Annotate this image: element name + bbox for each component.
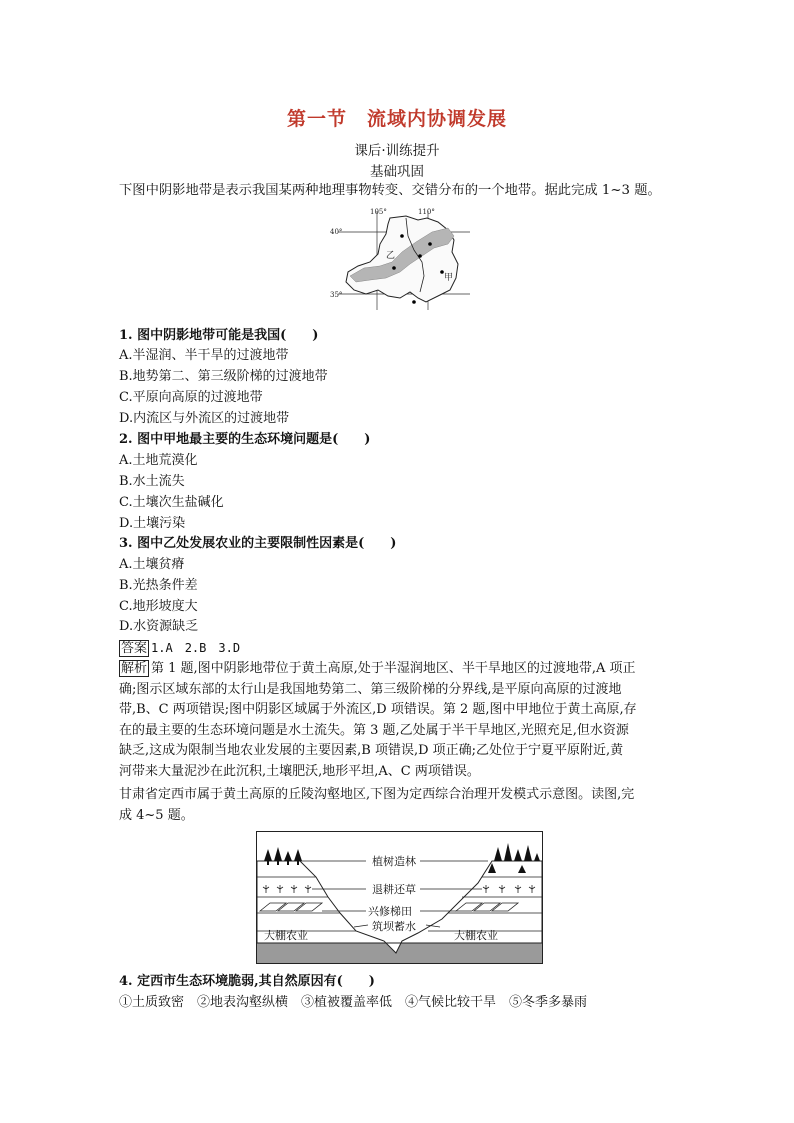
q1-option-a: A.半湿润、半干旱的过渡地带 [119,348,289,363]
q1-option-c: C.平原向高原的过渡地带 [119,390,263,405]
q2-option-b: B.水土流失 [119,474,185,489]
q4-options: ①土质致密 ②地表沟壑纵横 ③植被覆盖率低 ④气候比较干旱 ⑤冬季多暴雨 [119,995,588,1010]
label-greenhouse-left: 大棚农业 [264,929,308,942]
q2-option-c: C.土壤次生盐碱化 [119,495,224,510]
label-jia: 甲 [444,273,454,283]
analysis-line: 缺乏,这成为限制当地农业发展的主要因素,B 项错误,D 项正确;乙处位于宁夏平原附近,黄 [119,743,624,759]
q2-option-d: D.土壤污染 [119,516,186,531]
q3-option-a: A.土壤贫瘠 [119,557,185,572]
subtitle-after-class: 课后·训练提升 [354,143,440,159]
intro-4-5-line1: 甘肃省定西市属于黄土高原的丘陵沟壑地区,下图为定西综合治理开发模式示意图。读图,完 [119,787,635,802]
q1-option-b: B.地势第二、第三级阶梯的过渡地带 [119,369,328,384]
label-40: 40° [330,228,343,236]
city-dot [400,234,404,238]
label-terrace: 兴修梯田 [368,905,412,918]
analysis-line: 解析 第 1 题,图中阴影地带位于黄土高原,处于半湿润地区、半干旱地区的过渡地带,A 项正 [121,661,636,676]
label-yi: 乙 [386,251,396,261]
city-dot [412,300,416,304]
q2-stem: 2. 图中甲地最主要的生态环境问题是( ) [119,432,371,447]
q3-option-c: C.地形坡度大 [119,599,198,614]
subtitle-basic: 基础巩固 [370,164,424,180]
analysis-line: 确;图示区域东部的太行山是我国地势第二、第三级阶梯的分界线,是平原向高原的过渡地 [119,681,622,697]
label-110: 110° [418,208,435,216]
analysis-block [119,659,679,783]
label-return-grass: 退耕还草 [372,883,416,896]
region-map-figure [330,206,480,316]
intro-1-3: 下图中阴影地带是表示我国某两种地理事物转变、交错分布的一个地带。据此完成 1~3 题。 [119,183,661,198]
label-dam: 筑坝蓄水 [372,920,416,933]
answer-label: 答案 [121,641,148,656]
q1-option-d: D.内流区与外流区的过渡地带 [119,411,290,426]
city-dot [392,266,396,270]
label-afforest: 植树造林 [372,855,416,868]
analysis-line: 河带来大量泥沙在此沉积,土壤肥沃,地形平坦,A、C 两项错误。 [119,763,480,779]
answer-text: 1.A 2.B 3.D [151,641,241,655]
label-greenhouse-right: 大棚农业 [454,929,498,942]
analysis-label: 解析 [121,661,148,676]
intro-4-5-line2: 成 4~5 题。 [119,807,194,823]
q3-stem: 3. 图中乙处发展农业的主要限制性因素是( ) [119,536,397,551]
city-dot [418,254,422,258]
city-dot [428,242,432,246]
q4-stem: 4. 定西市生态环境脆弱,其自然原因有( ) [119,974,375,989]
analysis-line: 在的最主要的生态环境问题是水土流失。第 3 题,乙处属于半干旱地区,光照充足,但水资源 [119,722,629,738]
section-title: 第一节 流域内协调发展 [286,108,507,130]
q3-option-d: D.水资源缺乏 [119,619,199,634]
dingxi-management-diagram [256,831,543,964]
q2-option-a: A.土地荒漠化 [119,453,198,468]
analysis-line: 带,B、C 两项错误;图中阴影区域属于外流区,D 项错误。第 2 题,图中甲地位于黄土高原,存 [119,702,637,718]
label-35: 35° [330,291,343,299]
label-105: 105° [370,208,387,216]
intro-4-5 [119,785,679,826]
answer-line [119,638,240,659]
q3-option-b: B.光热条件差 [119,578,198,593]
q1-stem: 1. 图中阴影地带可能是我国( ) [119,328,319,343]
